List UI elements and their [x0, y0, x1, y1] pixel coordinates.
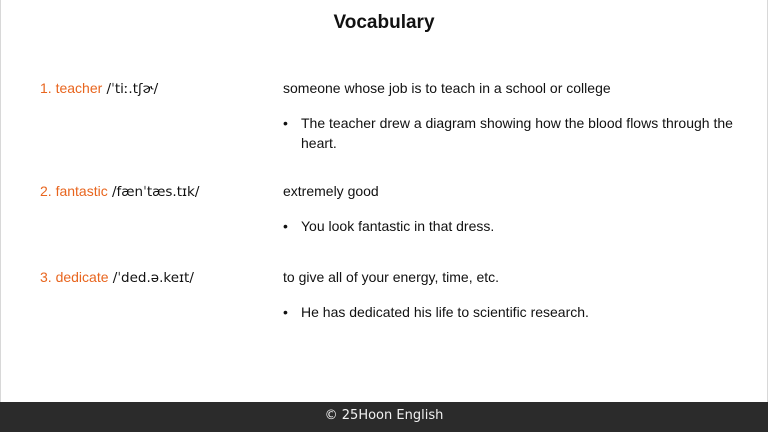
footer-copyright: © 25Hoon English: [0, 402, 768, 432]
vocab-example-text: The teacher drew a diagram showing how the blood flows through the heart.: [301, 115, 733, 151]
vocab-pronunciation: /ˈtiː.tʃɚ/: [102, 81, 159, 97]
vocab-pronunciation: /ˈded.ə.keɪt/: [108, 270, 194, 286]
vocab-word: [40, 182, 199, 201]
vocab-definition: extremely good: [283, 183, 379, 199]
bullet-icon: •: [283, 304, 288, 320]
vocab-definition: to give all of your energy, time, etc.: [283, 269, 500, 285]
vocab-definition: someone whose job is to teach in a school or college: [283, 80, 611, 96]
vocab-example-text: He has dedicated his life to scientific research.: [301, 304, 589, 320]
vocab-example: [283, 113, 733, 153]
bullet-icon: •: [283, 115, 288, 131]
vocab-headword: 2. fantastic: [40, 183, 108, 199]
vocab-example: [283, 216, 733, 236]
vocab-pronunciation: /fænˈtæs.tɪk/: [107, 184, 200, 200]
page-title: Vocabulary: [333, 12, 435, 33]
vocab-word: [40, 268, 194, 287]
vocab-word: [40, 79, 158, 98]
vocab-example: [283, 302, 733, 322]
bullet-icon: •: [283, 218, 288, 234]
vocab-headword: 3. dedicate: [40, 269, 109, 285]
vocab-example-text: You look fantastic in that dress.: [301, 218, 495, 234]
vocab-headword: 1. teacher: [40, 80, 103, 96]
